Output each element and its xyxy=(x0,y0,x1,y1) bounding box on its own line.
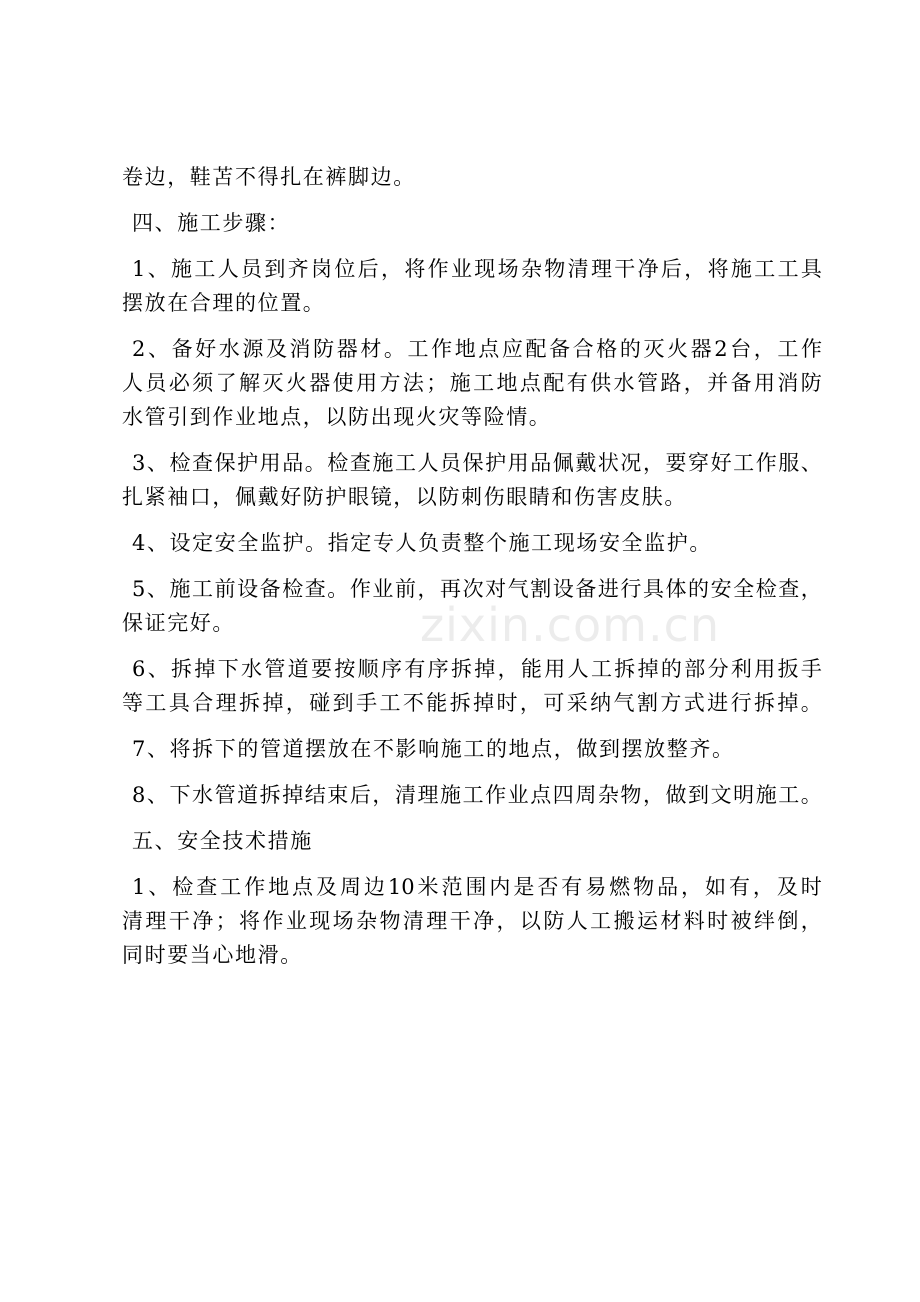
text-line: 五、安全技术措施 xyxy=(132,829,313,853)
text-line: 保证完好。 xyxy=(122,611,235,635)
text-line: 7、将拆下的管道摆放在不影响施工的地点，做到摆放整齐。 xyxy=(132,737,735,761)
watermark: zixin.com.cn xyxy=(420,598,721,652)
text-line: 摆放在合理的位置。 xyxy=(122,291,326,315)
text-line: 1 、 施 工 人 员 到 齐 岗 位 后 ， 将 作 业 现 场 杂 物 清 理 干 净 后 ， 将 施 工 工 具 xyxy=(132,257,822,281)
text-line: 1 、 检 查 工 作 地 点 及 周 边 10 米 范 围 内 是 否 有 易 燃 物 品 ， 如 有 ， 及 时 xyxy=(132,875,822,899)
text-line: 4、设定安全监护。指定专人负责整个施工现场安全监护。 xyxy=(132,531,712,555)
text-line: 扎紧袖口，佩戴好防护眼镜，以防刺伤眼睛和伤害皮肤。 xyxy=(122,485,687,509)
text-line: 5 、 施 工 前 设 备 检 查 。 作 业 前 ， 再 次 对 气 割 设 备 进 行 具 体 的 安 全 检 查 ， xyxy=(132,577,822,601)
text-line: 水管引到作业地点，以防出现火灾等险情。 xyxy=(122,405,552,429)
text-line: 6 、 拆 掉 下 水 管 道 要 按 顺 序 有 序 拆 掉 ， 能 用 人 工 拆 掉 的 部 分 利 用 扳 手 xyxy=(132,657,822,681)
text-line: 8 、 下 水 管 道 拆 掉 结 束 后 ， 清 理 施 工 作 业 点 四 周 杂 物 ， 做 到 文 明 施 工 。 xyxy=(132,783,822,807)
text-line: 清 理 干 净 ； 将 作 业 现 场 杂 物 清 理 干 净 ， 以 防 人 工 搬 运 材 料 时 被 绊 倒 ， xyxy=(122,909,822,933)
text-line: 同时要当心地滑。 xyxy=(122,943,303,967)
text-line: 等 工 具 合 理 拆 掉 ， 碰 到 手 工 不 能 拆 掉 时 ， 可 采 纳 气 割 方 式 进 行 拆 掉 。 xyxy=(122,691,822,715)
text-line: 人 员 必 须 了 解 灭 火 器 使 用 方 法 ； 施 工 地 点 配 有 供 水 管 路 ， 并 备 用 消 防 xyxy=(122,371,822,395)
text-line: 卷边，鞋苫不得扎在裤脚边。 xyxy=(122,165,416,189)
document-body xyxy=(122,160,822,972)
text-line: 2 、 备 好 水 源 及 消 防 器 材 。 工 作 地 点 应 配 备 合 格 的 灭 火 器 2 台 ， 工 作 xyxy=(132,337,822,361)
text-line: 3 、 检 查 保 护 用 品 。 检 查 施 工 人 员 保 护 用 品 佩 戴 状 况 ， 要 穿 好 工 作 服 、 xyxy=(132,451,822,475)
text-line: 四、施工步骤： xyxy=(132,211,291,235)
